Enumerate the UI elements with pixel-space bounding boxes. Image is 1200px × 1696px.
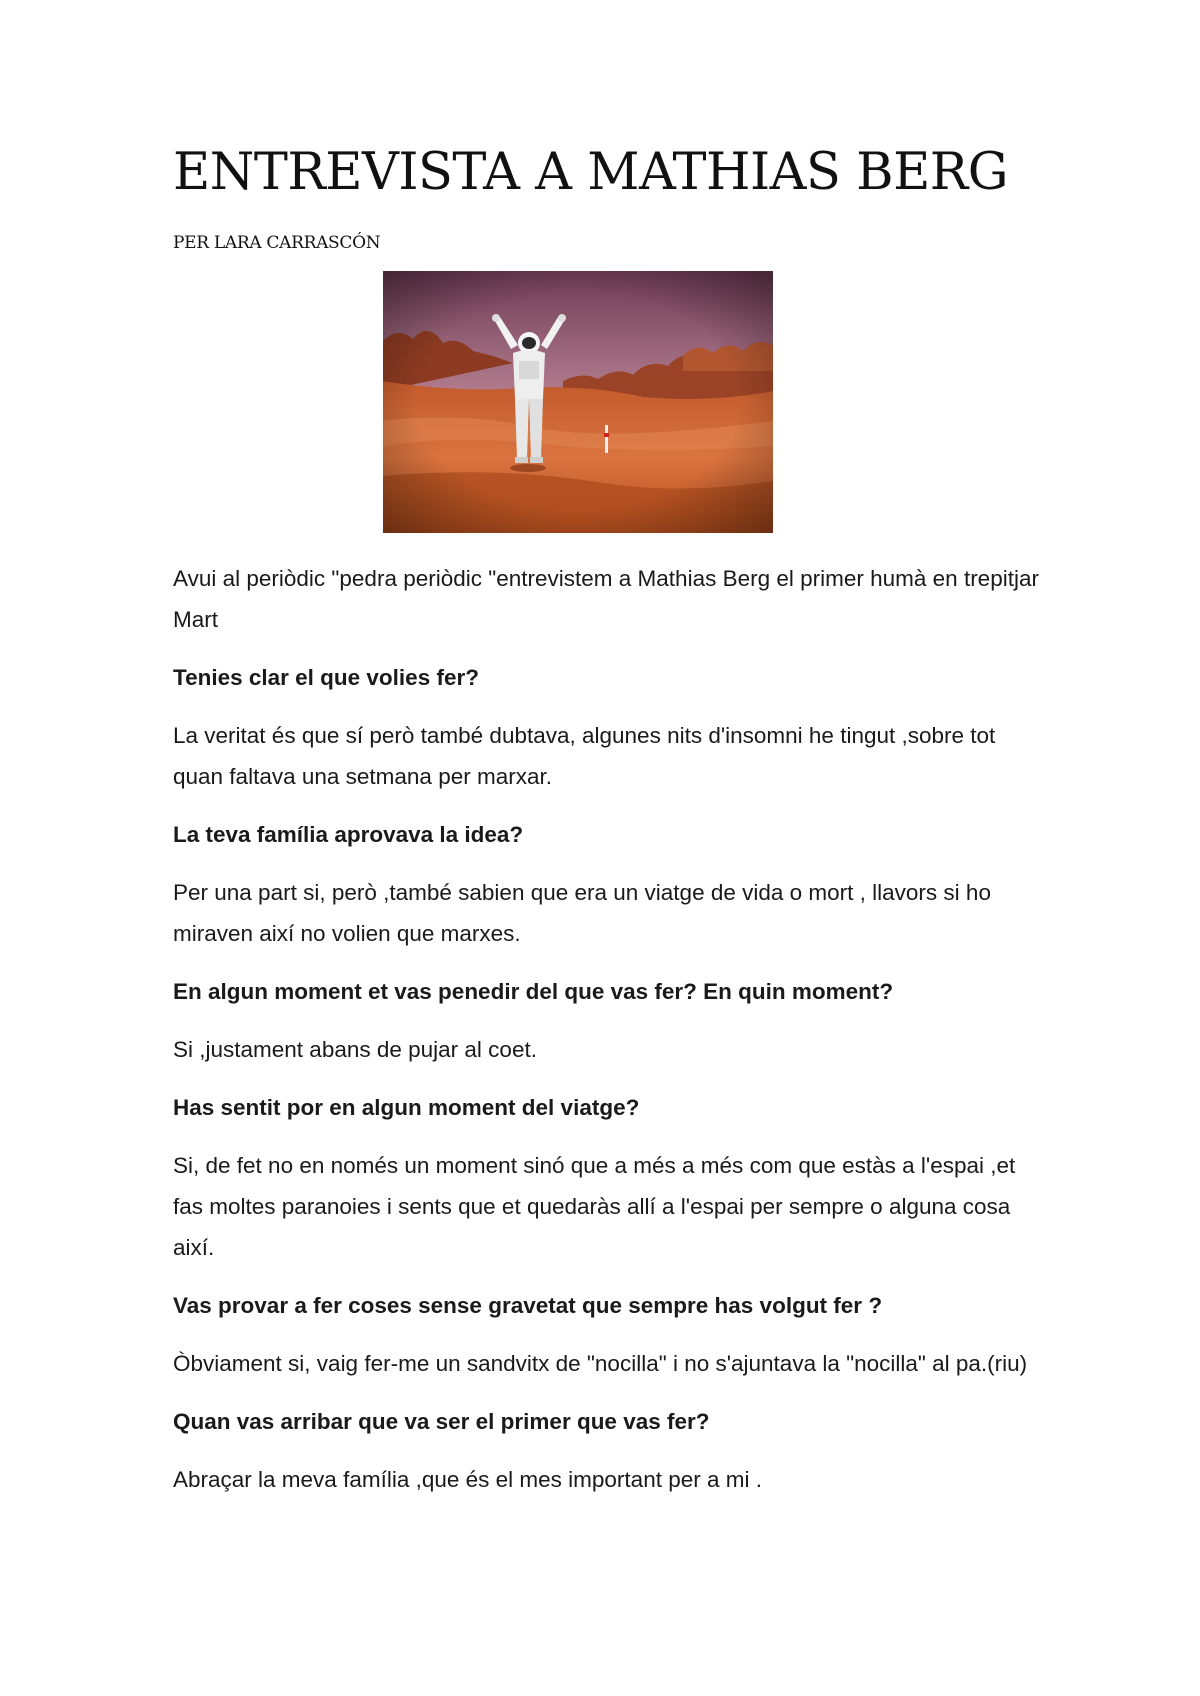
interview-question: En algun moment et vas penedir del que vas fer? En quin moment?	[173, 979, 894, 1004]
interview-answer: La veritat és que sí però també dubtava, algunes nits d'insomni he tingut ,sobre tot quan faltava una setmana per marxar.	[173, 723, 996, 789]
interview-question: Vas provar a fer coses sense gravetat que sempre has volgut fer ?	[173, 1293, 883, 1318]
photo-illustration	[383, 271, 773, 533]
interview-answer: Abraçar la meva família ,que és el mes important per a mi .	[173, 1467, 762, 1492]
interview-answer: Per una part si, però ,també sabien que era un viatge de vida o mort , llavors si ho miraven així no volien que marxes.	[173, 880, 991, 946]
byline: PER LARA CARRASCÓN	[173, 233, 381, 253]
interview-question: Quan vas arribar que va ser el primer que vas fer?	[173, 1409, 710, 1434]
document-title: ENTREVISTA A MATHIAS BERG	[173, 143, 1008, 202]
interview-answer: Avui al periòdic "pedra periòdic "entrevistem a Mathias Berg el primer humà en trepitjar Mart	[173, 566, 1039, 632]
interview-answer: Òbviament si, vaig fer-me un sandvitx de "nocilla" i no s'ajuntava la "nocilla" al pa.(riu)	[173, 1351, 1028, 1376]
interview-question: Tenies clar el que volies fer?	[173, 665, 479, 690]
interview-question: La teva família aprovava la idea?	[173, 822, 524, 847]
interview-body	[173, 558, 1043, 1517]
interview-answer: Si ,justament abans de pujar al coet.	[173, 1037, 537, 1062]
document-page	[173, 0, 1043, 1696]
astronaut-on-mars-photo	[383, 271, 773, 533]
interview-answer: Si, de fet no en només un moment sinó que a més a més com que estàs a l'espai ,et fas moltes paranoies i sents que et quedaràs allí a l'espai per sempre o alguna cosa així.	[173, 1153, 1016, 1260]
interview-question: Has sentit por en algun moment del viatge?	[173, 1095, 640, 1120]
